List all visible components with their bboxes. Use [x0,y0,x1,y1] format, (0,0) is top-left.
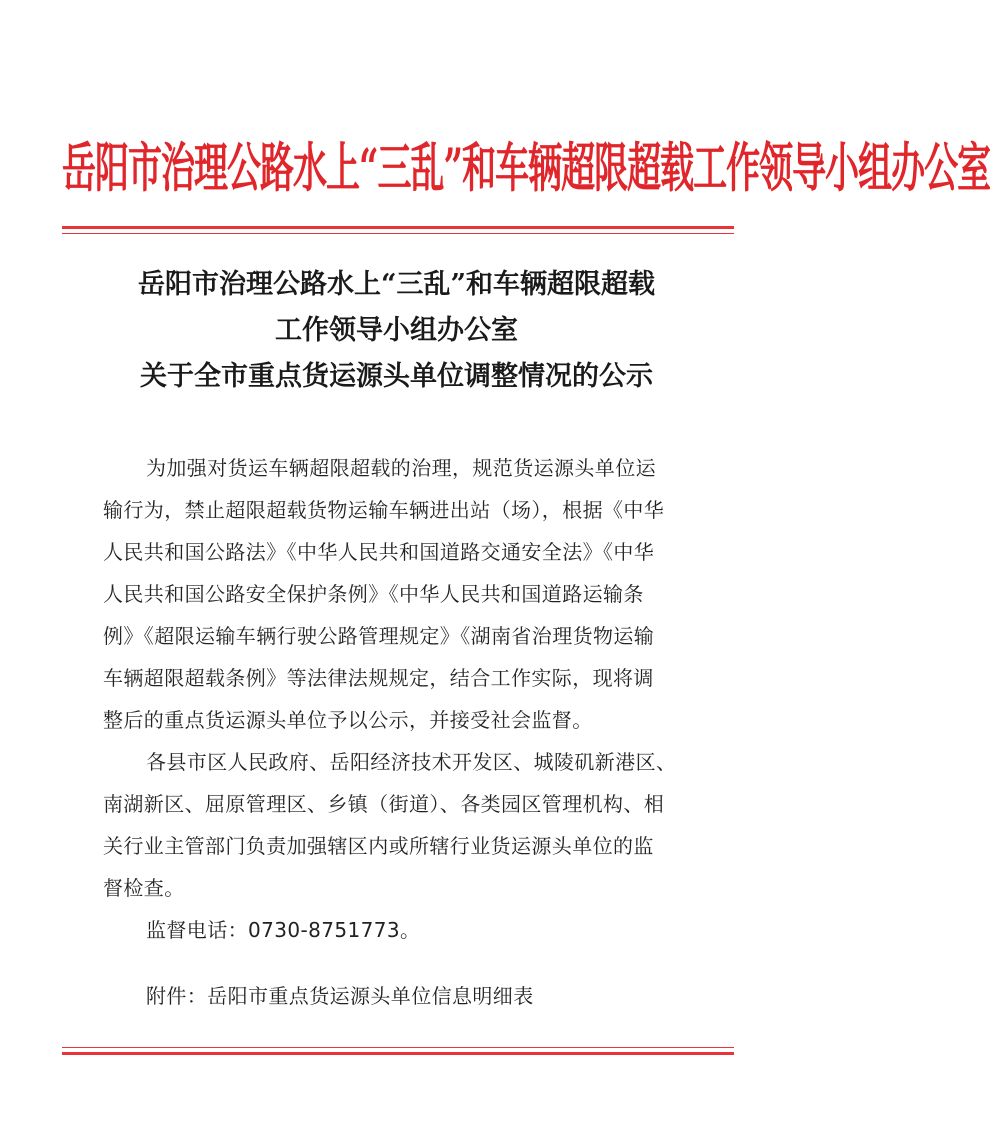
footer-rule-thin [62,1047,734,1048]
paragraph-1-line: 整后的重点货运源头单位予以公示，并接受社会监督。 [103,708,593,732]
red-masthead-title: 岳阳市治理公路水上“三乱”和车辆超限超载工作领导小组办公室 [62,138,990,200]
document-title-line-3: 关于全市重点货运源头单位调整情况的公示 [140,361,653,392]
masthead-rule-thick [62,226,734,229]
supervision-phone: 监督电话：0730-8751773。 [146,918,421,942]
paragraph-2-line: 南湖新区、屈原管理区、乡镇（街道）、各类园区管理机构、相 [103,792,665,816]
paragraph-2-line: 关行业主管部门负责加强辖区内或所辖行业货运源头单位的监 [103,834,654,858]
paragraph-1-line: 输行为，禁止超限超载货物运输车辆进出站（场），根据《中华 [103,498,665,522]
paragraph-1-line: 为加强对货运车辆超限超载的治理，规范货运源头单位运 [146,456,656,480]
paragraph-1-line: 例》《超限运输车辆行驶公路管理规定》《湖南省治理货物运输 [103,624,655,648]
paragraph-1-line: 人民共和国公路安全保护条例》《中华人民共和国道路运输条 [103,582,644,606]
attachment-note: 附件：岳阳市重点货运源头单位信息明细表 [146,984,534,1008]
paragraph-1-line: 人民共和国公路法》《中华人民共和国道路交通安全法》《中华 [103,540,655,564]
document-title-line-2: 工作领导小组办公室 [275,315,518,346]
paragraph-2-line: 督检查。 [103,876,185,900]
paragraph-1-line: 车辆超限超载条例》等法律法规规定，结合工作实际，现将调 [103,666,654,690]
footer-rule-thick [62,1052,734,1055]
paragraph-2-line: 各县市区人民政府、岳阳经济技术开发区、城陵矶新港区、 [146,750,677,774]
document-title-line-1: 岳阳市治理公路水上“三乱”和车辆超限超载 [137,269,656,300]
masthead-rule-thin [62,233,734,234]
